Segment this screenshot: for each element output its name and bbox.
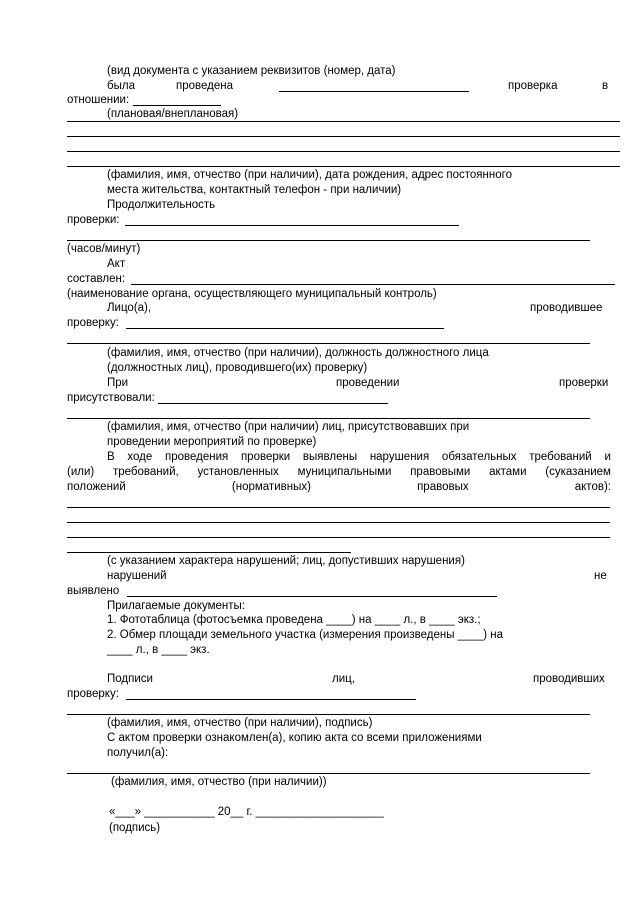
duration-line[interactable]: [125, 225, 459, 226]
word-litso: Лицо(а),: [107, 302, 152, 314]
violations-line-c[interactable]: [67, 537, 610, 538]
attachment-photo: 1. Фототаблица (фотосъемка проведена ____) на ____ л., в ____ экз.;: [107, 614, 481, 626]
word-ne: не: [594, 570, 607, 582]
word-prodolzhitelnost: Продолжительность: [107, 199, 216, 211]
subject-line-3[interactable]: [67, 151, 620, 152]
word-proverku: проверку:: [67, 317, 119, 329]
fio-birth-caption-1: (фамилия, имя, отчество (при наличии), дата рождения, адрес постоянного: [107, 169, 512, 181]
word-pri: При: [107, 377, 129, 389]
attachment-measure-1: 2. Обмер площади земельного участка (измерения произведены ____) на: [107, 629, 504, 641]
vl1-w7: требований: [529, 451, 592, 463]
vl3-w1: (нормативных): [231, 481, 311, 493]
vl1-w4: выявлены: [302, 451, 358, 463]
word-provedenii: проведении: [336, 377, 400, 389]
fio-present-caption-2: проведении мероприятий по проверке): [107, 436, 317, 448]
word-proverki: проверки:: [67, 214, 120, 226]
vl1-w3: проверки: [240, 451, 291, 463]
signature-line[interactable]: [126, 699, 416, 700]
hours-caption: (часов/минут): [67, 243, 141, 255]
vl3-w3: актов):: [574, 481, 611, 493]
violations-line-b[interactable]: [67, 522, 610, 523]
word-podpisi: Подписи: [107, 673, 153, 685]
vl2-w5: актами: [489, 466, 527, 478]
fio-signature-caption: (фамилия, имя, отчество (при наличии), подпись): [107, 717, 373, 729]
check-type-line[interactable]: [279, 91, 469, 92]
acquainted-text: С актом проверки ознакомлен(а), копию акта со всеми приложениями: [107, 732, 482, 744]
vl2-w3: муниципальными: [297, 466, 392, 478]
subject-line-2[interactable]: [67, 136, 620, 137]
authority-caption: (наименование органа, осуществляющего муниципальный контроль): [67, 288, 437, 300]
violations-line-2: [67, 466, 611, 479]
vl1-w8: и: [604, 451, 611, 463]
vl2-w4: правовыми: [410, 466, 471, 478]
word-lits: лиц,: [332, 673, 355, 685]
vl1-w1: ходе: [127, 451, 153, 463]
subject-line-4[interactable]: [67, 166, 620, 167]
word-sostavlen: составлен:: [67, 273, 126, 285]
vl2-w1: требований,: [113, 466, 179, 478]
signature-caption: (подпись): [109, 822, 161, 834]
word-proverki-2: проверки: [559, 377, 609, 389]
word-provodivshee: проводившее: [530, 302, 603, 314]
fio-position-caption-2: (должностных лиц), проводившего(их) проверку): [107, 362, 368, 374]
fio-only-caption: (фамилия, имя, отчество (при наличии)): [111, 776, 327, 788]
vl2-w2: установленных: [197, 466, 279, 478]
date-field[interactable]: «___» ___________ 20__ г. ____________________: [109, 806, 384, 818]
doc-type-caption: (вид документа с указанием реквизитов (номер, дата): [107, 65, 396, 77]
received-text: получил(а):: [107, 747, 169, 759]
present-line[interactable]: [158, 403, 388, 404]
fio-birth-caption-2: места жительства, контактный телефон - при наличии): [107, 184, 402, 196]
present-line-2[interactable]: [67, 418, 590, 419]
word-narusheniy: нарушений: [107, 570, 167, 582]
word-provedena: проведена: [176, 80, 233, 92]
word-v: в: [602, 80, 609, 92]
fio-position-caption-1: (фамилия, имя, отчество (при наличии), должность должностного лица: [107, 347, 489, 359]
violations-caption: (с указанием характера нарушений; лиц, допустивших нарушения): [107, 555, 465, 567]
violations-line-d[interactable]: [67, 552, 351, 553]
violations-line-a[interactable]: [67, 507, 610, 508]
word-proverku-2: проверку:: [67, 688, 119, 700]
compiled-by-line[interactable]: [131, 284, 615, 285]
vl2-w0: (или): [67, 466, 95, 478]
vl3-w0: положений: [67, 481, 126, 493]
duration-line-2[interactable]: [67, 240, 590, 241]
received-line[interactable]: [67, 773, 590, 774]
vl1-w2: проведения: [164, 451, 229, 463]
word-byla: была: [107, 80, 135, 92]
vl1-w0: В: [107, 451, 115, 463]
word-vyyavleno: выявлено: [67, 585, 120, 597]
word-provodivshih: проводивших: [533, 673, 605, 685]
subject-short-line[interactable]: [133, 105, 221, 106]
planned-caption: (плановая/внеплановая): [107, 108, 239, 120]
inspector-line-2[interactable]: [67, 343, 590, 344]
vl2-w6: (суказанием: [545, 466, 611, 478]
violations-line-1: [107, 451, 611, 464]
fio-present-caption-1: (фамилия, имя, отчество (при наличии) лиц, присутствовавших при: [107, 421, 470, 433]
word-proverka: проверка: [508, 80, 558, 92]
violations-line-3: [67, 481, 611, 494]
vl1-w6: обязательных: [441, 451, 517, 463]
word-akt: Акт: [107, 258, 126, 270]
word-prisutstvovali: присутствовали:: [67, 392, 155, 404]
no-violations-line[interactable]: [127, 596, 497, 597]
signature-line-2[interactable]: [67, 714, 590, 715]
vl1-w5: нарушения: [369, 451, 430, 463]
vl3-w2: правовых: [417, 481, 469, 493]
attachments-title: Прилагаемые документы:: [107, 600, 245, 612]
word-v-otnoshenii: отношении:: [67, 94, 130, 106]
subject-line-1[interactable]: [67, 121, 620, 122]
inspector-line[interactable]: [126, 328, 444, 329]
attachment-measure-2: ____ л., в ____ экз.: [107, 644, 210, 656]
